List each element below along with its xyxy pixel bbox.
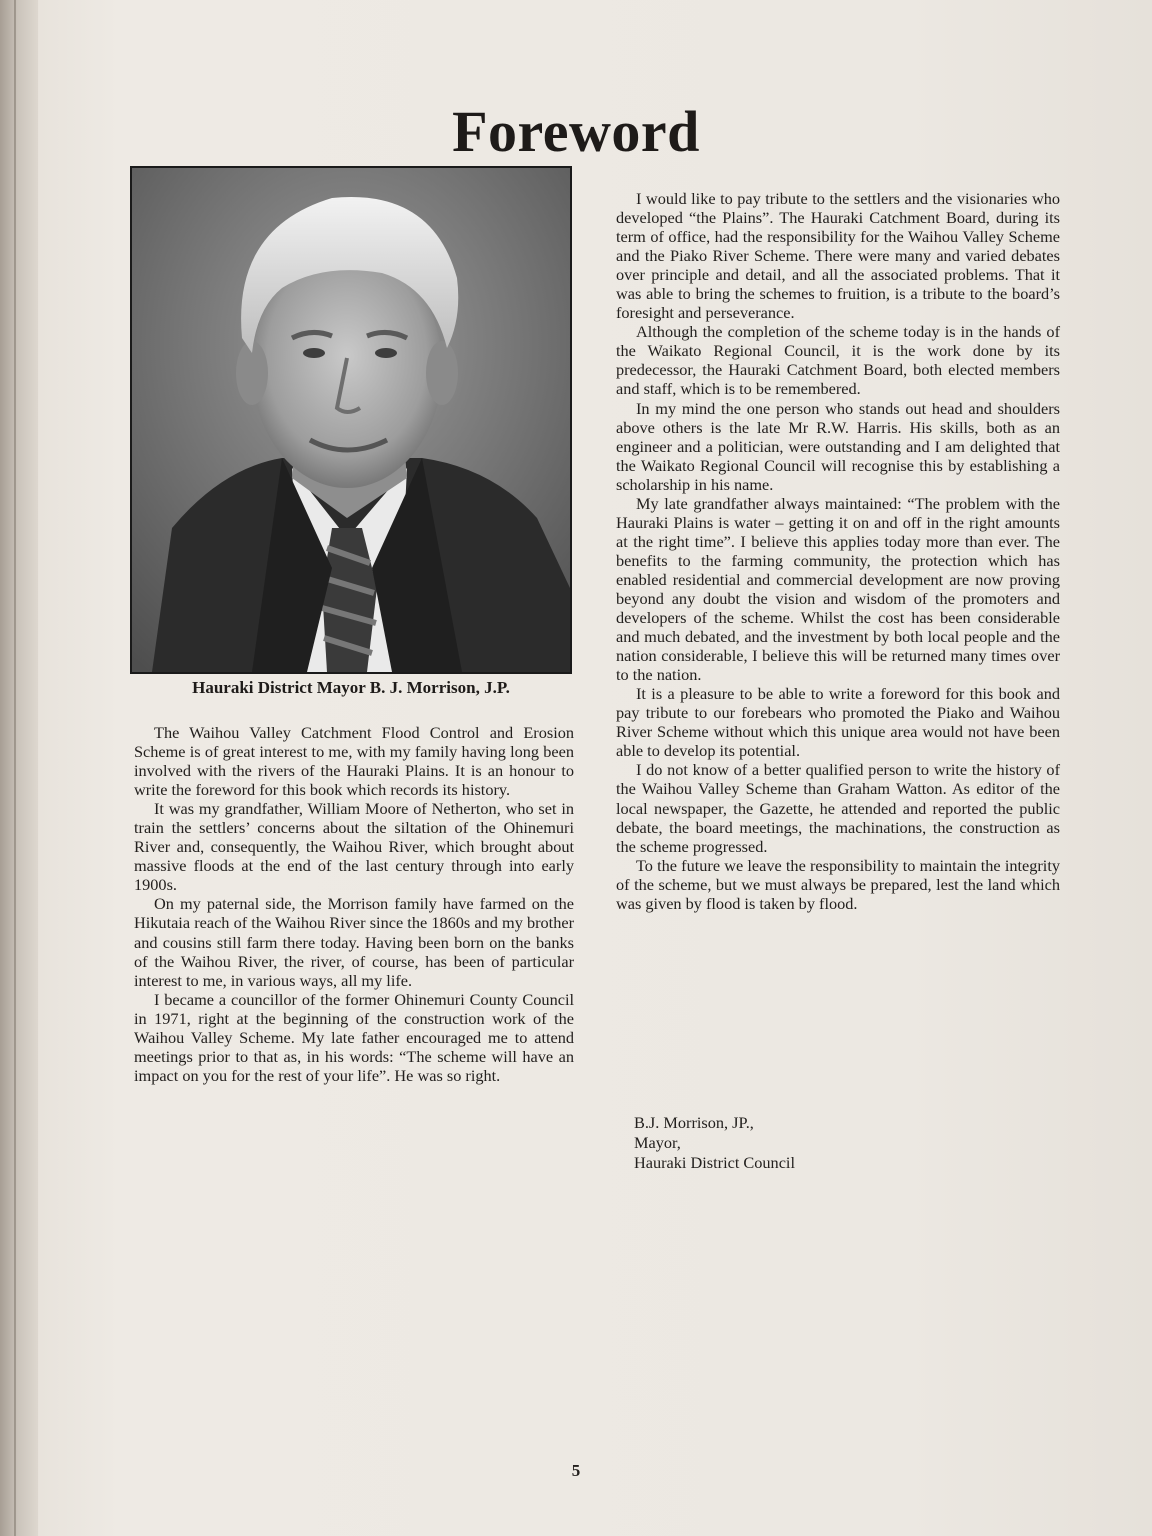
paragraph: I became a councillor of the former Ohinemuri County Council in 1971, right at the beginning of the construction work of the Waihou Valley Scheme. My late father encouraged me to attend meetings prior to that as, in his words: “The scheme will have an impact on you for the rest of your life”. He was so right. <box>134 989 574 1085</box>
signature-role: Mayor, <box>634 1133 681 1152</box>
signature-block <box>634 1113 795 1173</box>
paragraph: It is a pleasure to be able to write a foreword for this book and pay tribute to our forebears who promoted the Piako and Waihou River Scheme without which this unique area would not have been able to develop its potential. <box>616 684 1060 761</box>
paragraph: The Waihou Valley Catchment Flood Control and Erosion Scheme is of great interest to me, with my family having long been involved with the rivers of the Hauraki Plains. It is an honour to write the foreword for this book which records its history. <box>134 723 574 800</box>
paragraph: Although the completion of the scheme today is in the hands of the Waikato Regional Council, it is the work done by its predecessor, the Hauraki Catchment Board, both elected members and staff, which is to be remembered. <box>616 322 1060 399</box>
page-title: Foreword <box>452 99 700 164</box>
right-text-column <box>616 189 1060 913</box>
left-text-column <box>134 723 574 1085</box>
book-binding <box>0 0 38 1536</box>
photo-caption: Hauraki District Mayor B. J. Morrison, J.P. <box>192 678 510 697</box>
paragraph: I would like to pay tribute to the settlers and the visionaries who developed “the Plains”. The Hauraki Catchment Board, during its term of office, had the responsibility for the Waihou Valley Scheme and the Piako River Scheme. There were many and varied debates over principle and detail, and all the associated problems. That it was able to bring the schemes to fruition, is a tribute to the board’s foresight and perseverance. <box>616 189 1060 323</box>
mayor-portrait-photo <box>130 166 572 674</box>
page-number: 5 <box>571 1461 581 1480</box>
paragraph: My late grandfather always maintained: “The problem with the Hauraki Plains is water – getting it on and off in the right amounts at the right time”. I believe this applies today more than ever. The benefits to the farming community, the protection which has enabled residential and commercial development are now proving beyond any doubt the vision and wisdom of the promoters and developers of the scheme. Whilst the cost has been considerable and much debated, and the investment by both local people and the nation considerable, I believe this will be returned many times over to the nation. <box>616 493 1060 685</box>
paragraph: On my paternal side, the Morrison family have farmed on the Hikutaia reach of the Waihou River since the 1860s and my brother and cousins still farm there today. Having been born on the banks of the Waihou River, the river, of course, has been of particular interest to me, in various ways, all my life. <box>134 894 574 990</box>
paragraph: In my mind the one person who stands out head and shoulders above others is the late Mr R.W. Harris. His skills, both as an engineer and a politician, were outstanding and I am delighted that the Waikato Regional Council will recognise this by establishing a scholarship in his name. <box>616 398 1060 494</box>
signature-organisation: Hauraki District Council <box>634 1153 795 1172</box>
paragraph: It was my grandfather, William Moore of Netherton, who set in train the settlers’ concerns about the siltation of the Ohinemuri River and, consequently, the Waihou River, which brought about massive floods at the end of the last century through into early 1900s. <box>134 799 574 895</box>
paragraph: I do not know of a better qualified person to write the history of the Waihou Valley Scheme than Graham Watton. As editor of the local newspaper, the Gazette, he attended and reported the public debate, the board meetings, the machinations, the construction as the scheme progressed. <box>616 760 1060 856</box>
signature-name: B.J. Morrison, JP., <box>634 1113 754 1132</box>
paragraph: To the future we leave the responsibility to maintain the integrity of the scheme, but we must always be prepared, lest the land which was given by flood is taken by flood. <box>616 855 1060 913</box>
